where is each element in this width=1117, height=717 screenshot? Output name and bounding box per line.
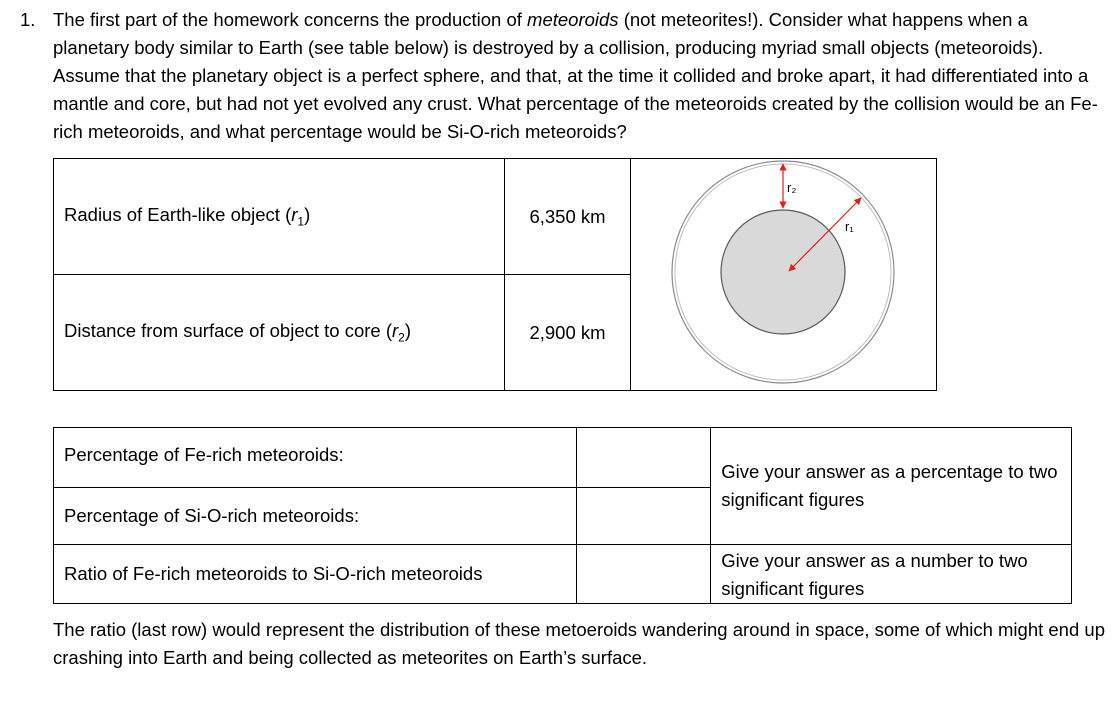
question-text-after: (not meteorites!). Consider what happens when a planetary body similar to Earth (see table below) is destroyed by a collision, producing myriad small objects (meteoroids). Assume that the planetary object is a perfect sphere, and that, at the time it collided and broke apart, it had differentiated into a mantle and core, but had not yet evolved any crust. What percentage of the meteoroids created by the collision would be an Fe-rich meteoroids, and what percentage would be Si-O-rich meteoroids?	[53, 9, 1098, 142]
ratio-hint: Give your answer as a number to two significant figures	[711, 545, 1072, 604]
sio-percentage-answer[interactable]	[577, 488, 711, 545]
r2-label: r₂	[787, 180, 797, 195]
fe-percentage-answer[interactable]	[577, 428, 711, 488]
sio-percentage-label: Percentage of Si-O-rich meteoroids:	[54, 488, 577, 545]
radius-label: Radius of Earth-like object $(r_1)$	[54, 159, 505, 275]
question-number: 1.	[20, 9, 36, 30]
sphere-diagram-cell	[631, 159, 937, 391]
ratio-answer[interactable]	[577, 545, 711, 604]
r1-label: r₁	[845, 219, 854, 234]
question-text-before: The first part of the homework concerns the production of	[53, 9, 528, 30]
question-text	[53, 6, 1103, 146]
table-row	[54, 428, 1072, 488]
question-text-emphasis: meteoroids	[527, 9, 619, 30]
properties-table	[53, 158, 937, 391]
ratio-label: Ratio of Fe-rich meteoroids to Si-O-rich meteoroids	[54, 545, 577, 604]
table-row	[54, 545, 1072, 604]
answer-table	[53, 427, 1072, 604]
percentage-hint: Give your answer as a percentage to two significant figures	[711, 428, 1072, 545]
core	[721, 210, 845, 334]
table-row	[54, 159, 937, 275]
distance-value: 2,900 km	[505, 275, 631, 391]
distance-label: Distance from surface of object to core $(r_2)$	[54, 275, 505, 391]
footer-note: The ratio (last row) would represent the distribution of these metoeroids wandering around in space, some of which might end up crashing into Earth and being collected as meteorites on Earth’s surface.	[53, 619, 1105, 668]
sphere-diagram	[631, 159, 936, 385]
radius-value: 6,350 km	[505, 159, 631, 275]
fe-percentage-label: Percentage of Fe-rich meteoroids:	[54, 428, 577, 488]
